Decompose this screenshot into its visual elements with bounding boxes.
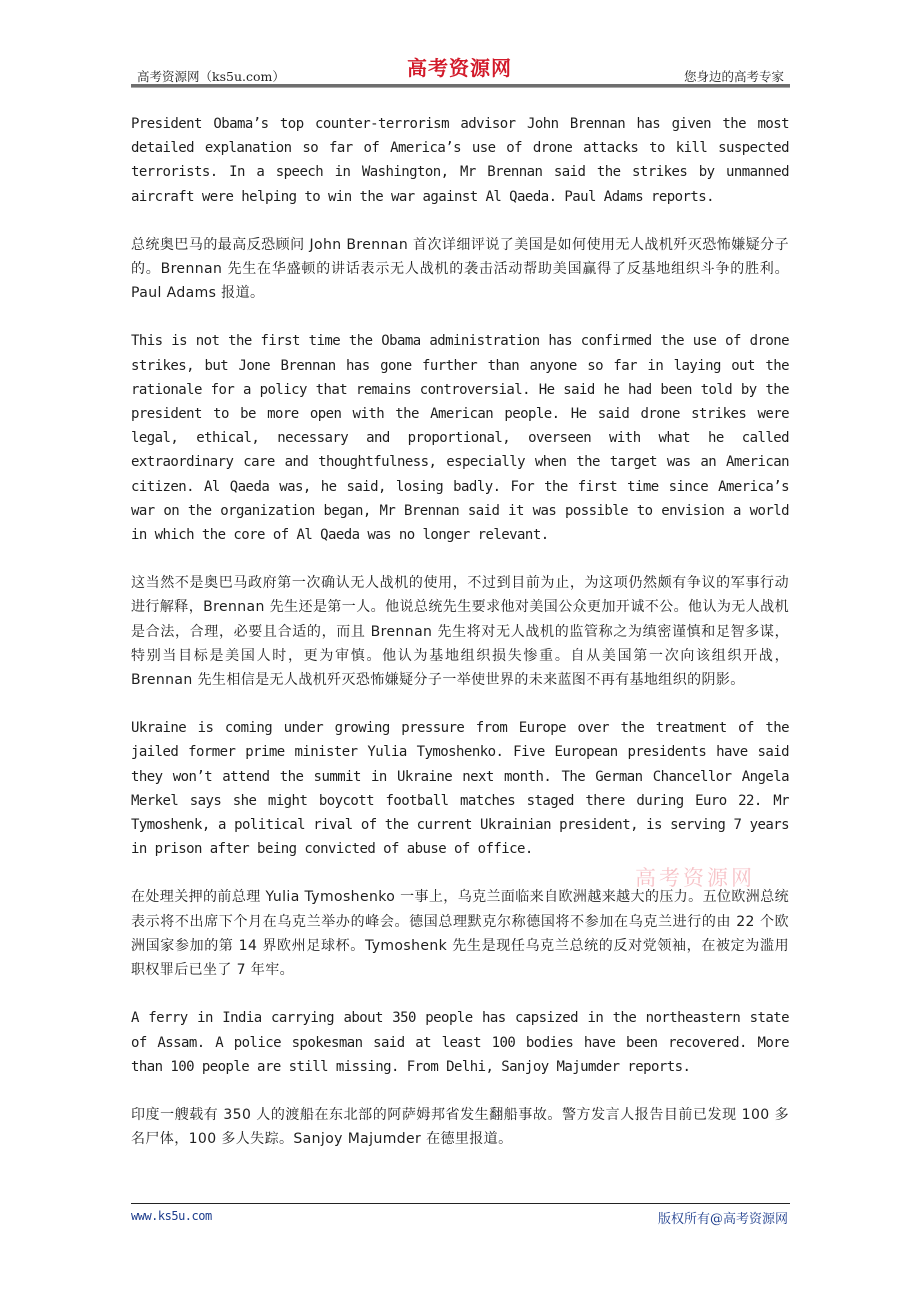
paragraph-gap [131, 692, 789, 716]
paragraph-gap [131, 547, 789, 571]
paragraph-gap [131, 1079, 789, 1103]
paragraph-en-drone-policy: This is not the first time the Obama administration has confirmed the use of drone strikes, but Jone Brennan has gone further than anyone so far in laying out the rationale for a policy that remains controversial. He said he had been told by the president to be more open with the American people. He said drone strikes were legal, ethical, necessary and proportional, overseen with what he called extraordinary care and thoughtfulness, especially when the target was an American citizen. Al Qaeda was, he said, losing badly. For the first time since America’s war on the organization began, Mr Brennan said it was possible to envision a world in which the core of Al Qaeda was no longer relevant. [131, 333, 789, 544]
header-divider [131, 84, 790, 88]
paragraph-zh-ukraine: 在处理关押的前总理 Yulia Tymoshenko 一事上，乌克兰面临来自欧洲越来越大的压力。五位欧洲总统表示将不出席下个月在乌克兰举办的峰会。德国总理默克尔称德国将不参加在乌克兰进行的由 22 个欧洲国家参加的第 14 界欧州足球杯。Tymoshenk 先生是现任乌克兰总统的反对党领袖，在被定为滥用职权罪后已坐了 7 年牢。 [131, 889, 789, 979]
paragraph-zh-ferry: 印度一艘载有 350 人的渡船在东北部的阿萨姆邦省发生翻船事故。警方发言人报告目前已发现 100 多名尸体，100 多人失踪。Sanjoy Majumder 在德里报道。 [131, 1106, 789, 1148]
footer-url-link[interactable]: www.ks5u.com [131, 1209, 212, 1223]
paragraph-gap [131, 982, 789, 1006]
header-logo: 高考资源网 [407, 56, 512, 80]
footer-copyright: 版权所有@高考资源网 [657, 1212, 788, 1227]
page-header [131, 50, 790, 88]
paragraph-gap [131, 209, 789, 233]
header-site-name: 高考资源网（ks5u.com） [137, 69, 285, 84]
paragraph-zh-brennan: 总统奥巴马的最高反恐顾问 John Brennan 首次详细评说了美国是如何使用无人战机歼灭恐怖嫌疑分子的。Brennan 先生在华盛顿的讲话表示无人战机的袭击活动帮助美国赢得了反基地组织斗争的胜利。Paul Adams 报道。 [131, 236, 789, 302]
paragraph-en-ukraine: Ukraine is coming under growing pressure from Europe over the treatment of the jailed former prime minister Yulia Tymoshenko. Five European presidents have said they won’t attend the summit in Ukraine next month. The German Chancellor Angela Merkel says she might boycott football matches staged there during Euro 22. Mr Tymoshenk, a political rival of the current Ukrainian president, is serving 7 years in prison after being convicted of abuse of office. [131, 720, 789, 858]
paragraph-en-brennan: President Obama’s top counter-terrorism advisor John Brennan has given the most detailed explanation so far of America’s use of drone attacks to kill suspected terrorists. In a speech in Washington, Mr Brennan said the strikes by unmanned aircraft were helping to win the war against Al Qaeda. Paul Adams reports. [131, 116, 789, 205]
paragraph-gap [131, 305, 789, 329]
watermark: 高考资源网 [635, 866, 755, 890]
document-body [131, 112, 789, 1151]
header-slogan: 您身边的高考专家 [683, 69, 784, 84]
footer-divider [131, 1203, 790, 1204]
paragraph-zh-drone-policy: 这当然不是奥巴马政府第一次确认无人战机的使用，不过到目前为止，为这项仍然颇有争议的军事行动进行解释，Brennan 先生还是第一人。他说总统先生要求他对美国公众更加开诚不公。他认为无人战机是合法，合理，必要且合适的，而且 Brennan 先生将对无人战机的监管称之为缜密谨慎和足智多谋，特别当目标是美国人时，更为审慎。他认为基地组织损失惨重。自从美国第一次向该组织开战，Brennan 先生相信是无人战机歼灭恐怖嫌疑分子一举使世界的未来蓝图不再有基地组织的阴影。 [131, 575, 789, 689]
paragraph-en-ferry: A ferry in India carrying about 350 people has capsized in the northeastern state of Assam. A police spokesman said at least 100 bodies have been recovered. More than 100 people are still missing. From Delhi, Sanjoy Majumder reports. [131, 1010, 789, 1075]
